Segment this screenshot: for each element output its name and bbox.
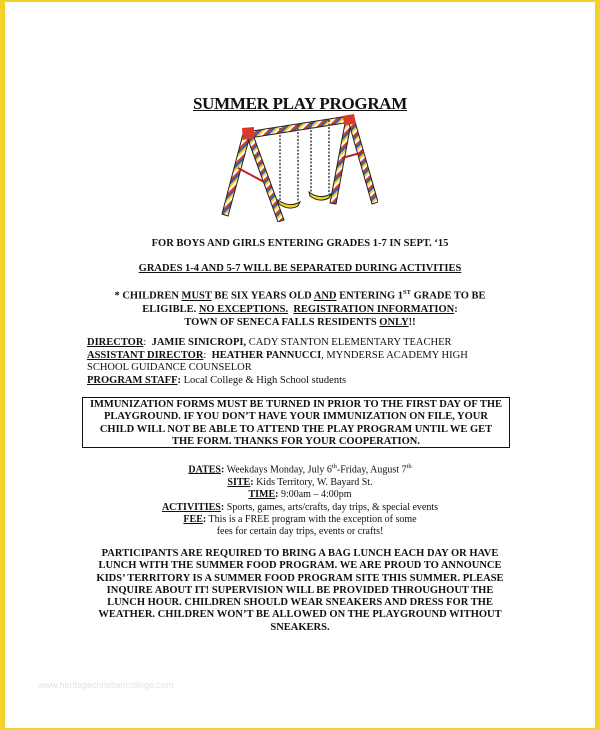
program-staff-line: PROGRAM STAFF: Local College & High School students <box>87 374 347 386</box>
assistant-director-detail: , MYNDERSE ACADEMY HIGH <box>321 349 468 361</box>
time-value: 9:00am – 4:00pm <box>278 489 352 501</box>
grades-line: FOR BOYS AND GIRLS ENTERING GRADES 1-7 IN SEPT. ‘15 <box>151 238 449 249</box>
director-name: JAMIE SINICROPI, <box>151 337 247 348</box>
fee-line-2: fees for certain day trips, events or crafts! <box>216 526 384 538</box>
participants-line: SNEAKERS. <box>270 621 330 633</box>
time-label: TIME <box>248 489 276 501</box>
time-line: TIME: 9:00am – 4:00pm <box>248 489 352 501</box>
fee-value: This is a FREE program with the exception of some <box>206 513 417 525</box>
watermark: www.heritagechristiancollege.com <box>38 680 174 690</box>
immunization-notice <box>82 397 510 448</box>
eligibility-line-2 <box>100 303 500 316</box>
program-staff-label: PROGRAM STAFF <box>87 374 178 386</box>
dates-label: DATES <box>188 464 221 476</box>
assistant-director-line: ASSISTANT DIRECTOR: HEATHER PANNUCCI, MYNDERSE ACADEMY HIGH <box>87 349 468 361</box>
program-details <box>140 461 460 539</box>
eligibility-text: ELIGIBLE. <box>142 303 199 315</box>
immunization-line: CHILD WILL NOT BE ABLE TO ATTEND THE PLAY PROGRAM UNTIL WE GET <box>99 423 493 435</box>
participants-line: LUNCH HOUR. CHILDREN SHOULD WEAR SNEAKERS AND DRESS FOR THE <box>107 597 493 609</box>
eligibility-text: !! <box>408 316 416 328</box>
participants-line: PARTICIPANTS ARE REQUIRED TO BRING A BAG LUNCH EACH DAY OR HAVE <box>101 548 499 559</box>
dates-value: -Friday, August 7 <box>336 464 407 476</box>
eligibility-line-3 <box>100 316 500 329</box>
assistant-director-name: HEATHER PANNUCCI <box>211 349 322 361</box>
dates-line: DATES: Weekdays Monday, July 6th-Friday, August 7th <box>188 463 412 476</box>
director-label: DIRECTOR <box>87 337 144 348</box>
participants-line: LUNCH WITH THE SUMMER FOOD PROGRAM. WE ARE PROUD TO ANNOUNCE <box>98 560 502 572</box>
page-title: SUMMER PLAY PROGRAM <box>192 94 408 113</box>
eligibility-text: ENTERING 1 <box>336 290 403 302</box>
eligibility-and: AND <box>313 290 337 302</box>
immunization-line: IMMUNIZATION FORMS MUST BE TURNED IN PRIOR TO THE FIRST DAY OF THE <box>89 399 503 410</box>
activities-line: ACTIVITIES: Sports, games, arts/crafts, day trips, & special events <box>161 501 439 513</box>
assistant-director-label: ASSISTANT DIRECTOR <box>87 349 204 361</box>
activities-label: ACTIVITIES <box>161 501 221 513</box>
eligibility-text: * CHILDREN <box>114 290 182 302</box>
site-value: Kids Territory, W. Bayard St. <box>253 476 373 488</box>
eligibility-text: GRADE TO BE <box>410 290 486 302</box>
dates-sup: th <box>406 463 412 470</box>
eligibility-sup: ST <box>403 289 411 296</box>
eligibility-must: MUST <box>181 290 212 302</box>
site-line: SITE: Kids Territory, W. Bayard St. <box>227 476 373 488</box>
fee-line: FEE: This is a FREE program with the exception of some <box>183 513 417 525</box>
immunization-line: THE FORM. THANKS FOR YOUR COOPERATION. <box>171 435 421 447</box>
participants-notice <box>80 548 520 634</box>
eligibility-line-1 <box>100 286 500 303</box>
assistant-director-line-2: SCHOOL GUIDANCE COUNSELOR <box>87 362 252 373</box>
director-detail: CADY STANTON ELEMENTARY TEACHER <box>246 337 452 348</box>
no-exceptions: NO EXCEPTIONS. <box>198 303 289 315</box>
eligibility-text: : <box>454 303 458 315</box>
fee-label: FEE <box>183 513 203 525</box>
eligibility-town: TOWN OF SENECA FALLS RESIDENTS <box>184 316 380 328</box>
participants-line: WEATHER. CHILDREN WON’T BE ALLOWED ON THE PLAYGROUND WITHOUT <box>98 609 502 621</box>
dates-sup: th <box>331 463 337 470</box>
eligibility-only: ONLY <box>379 316 409 328</box>
activities-value: Sports, games, arts/crafts, day trips, & special events <box>224 501 439 513</box>
eligibility-text: BE SIX YEARS OLD <box>211 290 314 302</box>
site-label: SITE <box>227 476 251 488</box>
staff-block <box>87 337 507 387</box>
swing-set-icon <box>218 112 378 222</box>
separation-line: GRADES 1-4 AND 5-7 WILL BE SEPARATED DURING ACTIVITIES <box>138 263 462 274</box>
director-line: DIRECTOR: JAMIE SINICROPI, CADY STANTON ELEMENTARY TEACHER <box>87 337 452 348</box>
participants-line: KIDS’ TERRITORY IS A SUMMER FOOD PROGRAM SITE THIS SUMMER. PLEASE <box>96 572 504 584</box>
registration-information: REGISTRATION INFORMATION <box>293 303 455 315</box>
eligibility-block <box>100 286 500 329</box>
participants-line: INQUIRE ABOUT IT! SUPERVISION WILL BE PROVIDED THROUGHOUT THE <box>106 584 494 596</box>
program-staff-detail: Local College & High School students <box>181 374 347 386</box>
dates-value: Weekdays Monday, July 6 <box>224 464 332 476</box>
immunization-line: PLAYGROUND. IF YOU DON’T HAVE YOUR IMMUNIZATION ON FILE, YOUR <box>104 411 488 423</box>
